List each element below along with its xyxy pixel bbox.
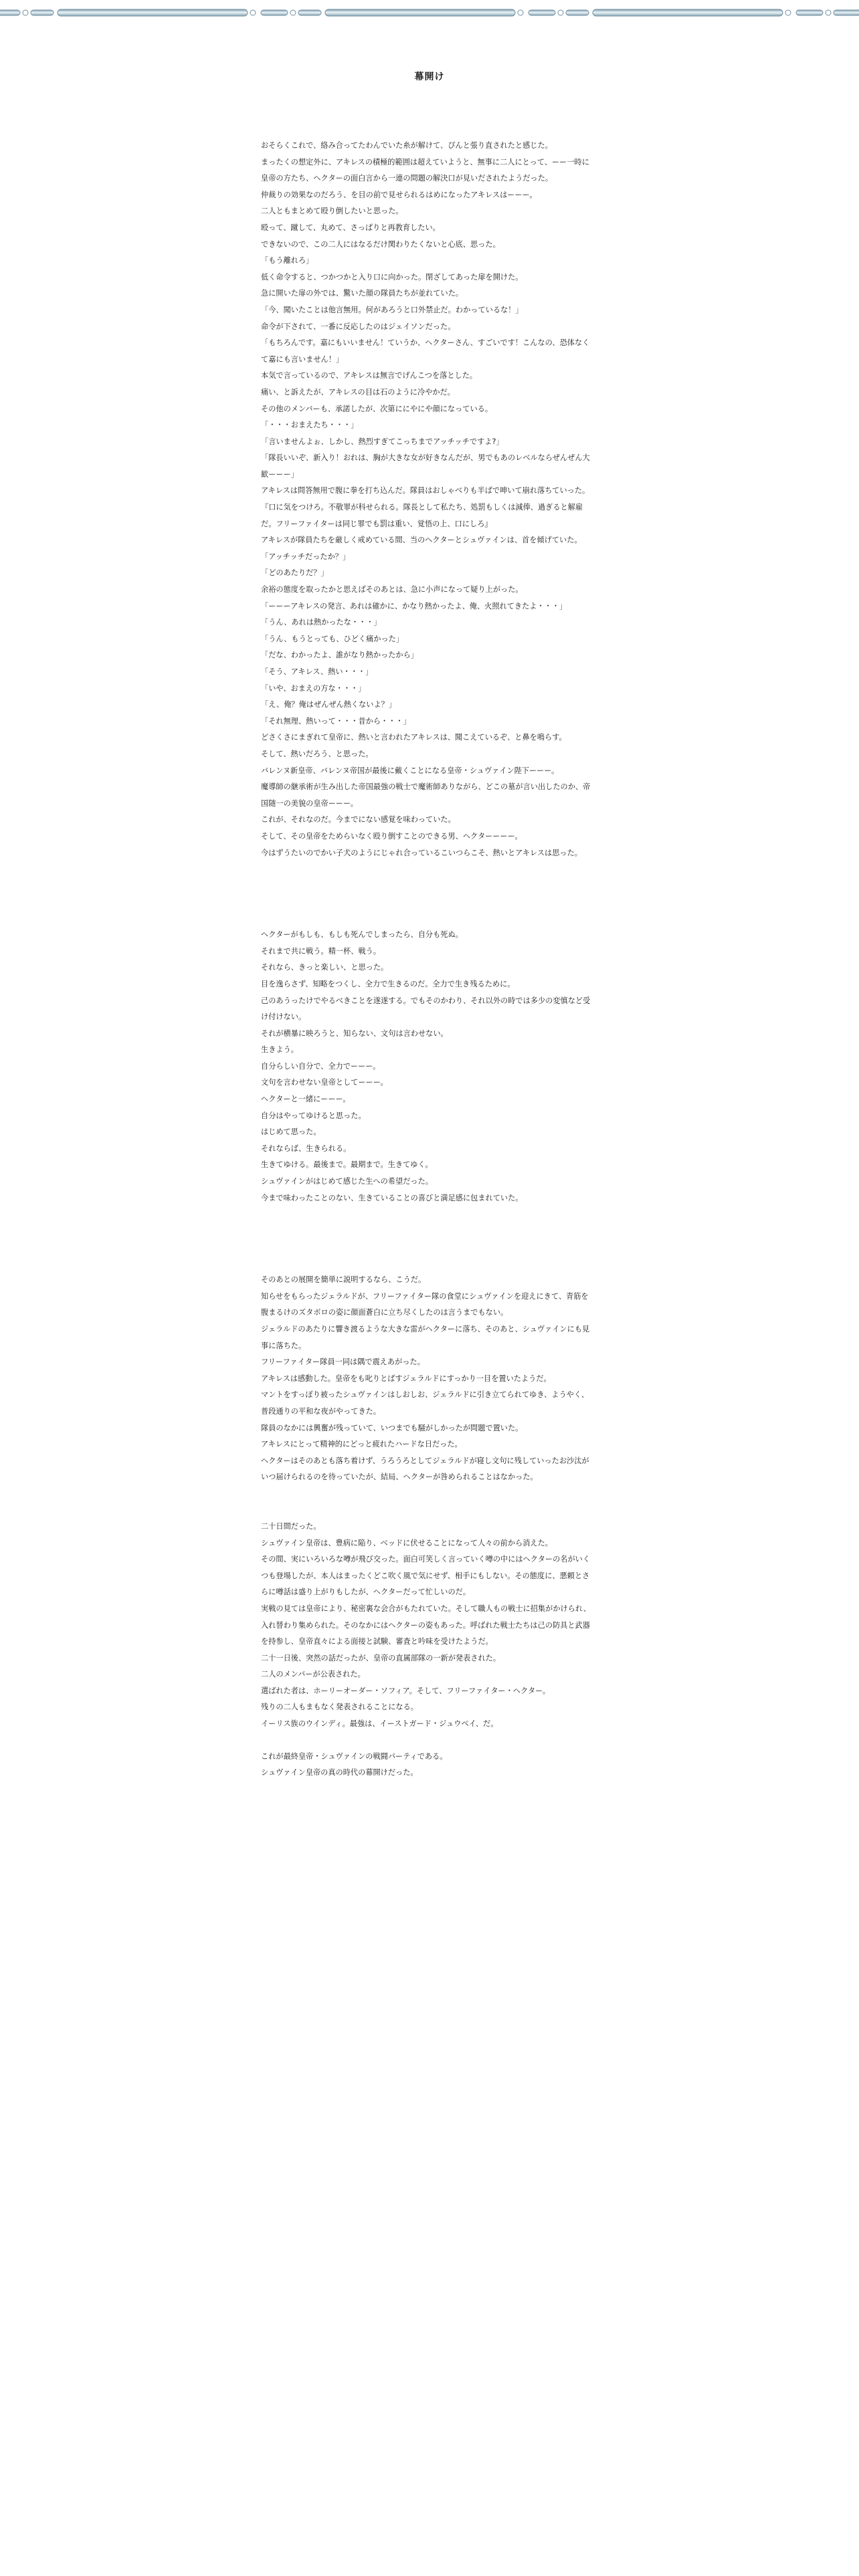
story-paragraph: できないので、この二人にはなるだけ関わりたくないと心底、思った。 bbox=[261, 239, 500, 249]
story-paragraph: まったくの想定外に、アキレスの積極的範囲は超えていようと、無事に二人にとって、ーー一時に皇帝の方たち、ヘクターの面白言から一連の問題の解決口が見いだされたようだった。 bbox=[261, 157, 589, 183]
story-paragraph: 目を逸らさず、知略をつくし、全力で生きるのだ。全力で生き残るために。 bbox=[261, 979, 515, 988]
story-paragraph: どさくさにまぎれて皇帝に、熱いと言われたアキレスは、聞こえているぞ、と鼻を鳴らす。 bbox=[261, 733, 567, 742]
story-paragraph: 「もちろんです。嘉にもいいません！ていうか、ヘクターさん、すごいです！こんなの、恐体なくて嘉にも言いません！」 bbox=[261, 338, 590, 364]
story-paragraph: 「ーーーアキレスの発言、あれは確かに、かなり熱かったよ、俺、火照れてきたよ・・・」 bbox=[261, 601, 567, 611]
story-paragraph: それなら、きっと楽しい、と思った。 bbox=[261, 963, 389, 972]
story-paragraph: 『口に気をつけろ。不敬罪が科せられる。隊長として私たち、処罰もしくは減俸、過ぎると解雇だ。フリーファイターは同じ罪でも罰は重い、覚悟の上、口にしろ』 bbox=[261, 503, 583, 528]
story-paragraph: ヘクターはそのあとも落ち着けず、うろうろとしてジェラルドが寝し文句に残していったお沙汰がいつ届けられるのを待っていたが、結局、ヘクターが咎められることはなかった。 bbox=[261, 1456, 589, 1482]
story-paragraph: マントをすっぽり被ったシュヴァインはしおしお、ジェラルドに引き立てられてゆき、ようやく、普段通りの平和な夜がやってきた。 bbox=[261, 1390, 589, 1416]
story-paragraph: そして、その皇帝をためらいなく殴り倒すことのできる男、ヘクターーーー。 bbox=[261, 831, 522, 841]
story-paragraph: それが横暴に映ろうと、知らない、文句は言わせない。 bbox=[261, 1029, 448, 1038]
story-paragraph: おそらくこれで、絡み合ってたわんでいた糸が解けて、ぴんと張り直されたと感じた。 bbox=[261, 141, 553, 150]
story-paragraph: 選ばれた者は、ホーリーオーダー・ソフィア。そして、フリーファイター・ヘクター。 bbox=[261, 1686, 551, 1695]
story-paragraph: それまで共に戦う。精一杯、戦う。 bbox=[261, 946, 381, 956]
story-body bbox=[261, 138, 592, 1782]
section-break bbox=[261, 1486, 592, 1519]
story-paragraph: 「・・・おまえたち・・・」 bbox=[261, 421, 359, 430]
story-paragraph: 「うん、あれは熱かったな・・・」 bbox=[261, 618, 381, 627]
story-paragraph: ヘクターと一緒にーーー。 bbox=[261, 1095, 351, 1104]
story-paragraph: 命令が下されて、一番に反応したのはジェイソンだった。 bbox=[261, 322, 456, 331]
story-paragraph: 低く命令すると、つかつかと入り口に向かった。閉ざしてあった扉を開けた。 bbox=[261, 272, 523, 282]
section-break bbox=[261, 1206, 592, 1272]
story-paragraph: それならば、生きられる。 bbox=[261, 1144, 351, 1153]
story-paragraph: 「隊長いいぞ、新入り！おれは、胸が大きな女が好きなんだが、男でもあのレベルならぜんぜん大歓ーーー」 bbox=[261, 453, 590, 479]
story-paragraph: バレンヌ新皇帝、バレンヌ帝国が最後に戴くことになる皇帝・シュヴァイン陛下ーーー。 bbox=[261, 766, 559, 775]
story-paragraph: 殴って、蹴して、丸めて、さっぱりと再教育したい。 bbox=[261, 223, 440, 232]
story-paragraph: 「今、聞いたことは他言無用。何があろうと口外禁止だ。わかっているな！」 bbox=[261, 305, 523, 314]
story-paragraph: アキレスにとって精神的にどっと疲れたハードな日だった。 bbox=[261, 1440, 462, 1449]
story-paragraph: 自分はやってゆけると思った。 bbox=[261, 1111, 366, 1120]
story-paragraph: アキレスは問答無用で腹に拳を打ち込んだ。隊員はおしゃべりも半ばで呻いて崩れ落ちていった。 bbox=[261, 486, 590, 496]
decorative-banner bbox=[0, 0, 859, 27]
story-paragraph: 「だな、わかったよ、誰がなり熱かったから」 bbox=[261, 651, 418, 660]
story-paragraph: 己のあうったけでやるべきことを遂遂する。でもそのかわり、それ以外の時では多少の変慎など受け付けない。 bbox=[261, 996, 591, 1022]
story-paragraph: 二十一日後、突然の話だったが、皇帝の直属部隊の一新が発表された。 bbox=[261, 1653, 501, 1662]
section-break bbox=[261, 1733, 592, 1749]
story-paragraph: これが、それなのだ。今までにない感覚を味わっていた。 bbox=[261, 815, 456, 825]
story-paragraph: フリーファイター隊員一同は隅で震えあがった。 bbox=[261, 1358, 425, 1367]
story-paragraph: ヘクターがもしも、もしも死んでしまったら、自分も死ぬ。 bbox=[261, 930, 463, 940]
story-paragraph: 「うん、もうとっても、ひどく痛かった」 bbox=[261, 634, 404, 643]
story-paragraph: アキレスが隊員たちを厳しく戒めている間、当のヘクターとシュヴァインは、首を傾げていた。 bbox=[261, 536, 582, 545]
story-paragraph: 本気で言っているので、アキレスは無言でげんこつを落とした。 bbox=[261, 371, 478, 381]
story-paragraph: 魔導師の継承術が生み出した帝国最強の戦士で魔術師ありながら、どこの墓が言い出したのか、帝国随一の美貌の皇帝ーーー。 bbox=[261, 782, 591, 808]
section-break bbox=[261, 861, 592, 927]
story-paragraph: 痛い、と訴えたが、アキレスの目は石のように冷やかだ。 bbox=[261, 387, 455, 397]
story-paragraph: 生きてゆける。最後まで。最期まで。生きてゆく。 bbox=[261, 1160, 433, 1170]
story-paragraph: 急に開いた扉の外では、驚いた顔の隊員たちが並れていた。 bbox=[261, 289, 464, 298]
story-paragraph: 「アッチッチだったか？」 bbox=[261, 552, 351, 561]
story-paragraph: 「どのあたりだ？」 bbox=[261, 568, 328, 578]
story-paragraph: シュヴァインがはじめて感じた生への希望だった。 bbox=[261, 1177, 433, 1186]
story-paragraph: その他のメンバーも、承諾したが、次第ににやにや顔になっている。 bbox=[261, 404, 493, 413]
story-paragraph: 隊員のなかには興奮が残っていて、いつまでも騒がしかったが問題で置いた。 bbox=[261, 1423, 523, 1432]
story-paragraph: 「言いませんよぉ、しかし、熱烈すぎてこっちまでアッチッチですよ?」 bbox=[261, 437, 504, 446]
page-title: 幕開け bbox=[414, 72, 445, 82]
story-paragraph: これが最終皇帝・シュヴァインの戦闘パーティである。 bbox=[261, 1751, 448, 1761]
story-paragraph: 「それ無理、熱いって・・・昔から・・・」 bbox=[261, 716, 411, 726]
story-paragraph: 生きよう。 bbox=[261, 1045, 298, 1055]
story-paragraph: 二十日間だった。 bbox=[261, 1521, 321, 1531]
story-paragraph: 残りの二人もまもなく発表されることになる。 bbox=[261, 1703, 418, 1712]
story-paragraph: 余裕の態度を取ったかと思えばそのあとは、急に小声になって疑り上がった。 bbox=[261, 585, 523, 595]
story-paragraph: そして、熱いだろう、と思った。 bbox=[261, 749, 373, 758]
story-paragraph: 二人のメンバーが公表された。 bbox=[261, 1670, 365, 1679]
story-paragraph: はじめて思った。 bbox=[261, 1128, 321, 1137]
story-paragraph: その間、実にいろいろな噂が飛び交った。面白可笑しく言っていく噂の中にはヘクターの名がいくつも登場したが、本人はまったくどこ吹く風で気にせず、相手にもしない。その態度に、悪頼とさらに噂話は盛り上がりもしたが、ヘクターだって忙しいのだ。 bbox=[261, 1555, 591, 1597]
story-paragraph: 今まで味わったことのない、生きていることの喜びと満足感に包まれていた。 bbox=[261, 1193, 523, 1202]
story-paragraph: 「いや、おまえの方な・・・」 bbox=[261, 683, 366, 693]
story-paragraph: 実戦の見ては皇帝により、秘密裏な会合がもたれていた。そして職人もの戦士に招集がかけられ、入れ替わり集められた。そのなかにはヘクターの姿もあった。呼ばれた戦士たちは己の防具と武器を持参し、皇帝直々による面接と試験、審査と吟味を受けたようだ。 bbox=[261, 1604, 591, 1646]
story-paragraph: 文句を言わせない皇帝としてーーー。 bbox=[261, 1078, 388, 1087]
story-paragraph: 知らせをもらったジェラルドが、フリーファイター隊の食堂にシュヴァインを迎えにきて、青筋を腹まるけのズタボロの姿に顔面蒼白に立ち尽くしたのは言うまでもない。 bbox=[261, 1291, 589, 1317]
story-paragraph: アキレスは感動した。皇帝をも叱りとばすジェラルドにすっかり一目を置いたようだ。 bbox=[261, 1374, 551, 1383]
story-paragraph: シュヴァイン皇帝の真の時代の幕開けだった。 bbox=[261, 1768, 418, 1778]
banner-ornament-icon bbox=[0, 0, 859, 27]
story-paragraph: 今はずうたいのでかい子犬のようにじゃれ合っているこいつらこそ、熱いとアキレスは思った。 bbox=[261, 848, 582, 857]
story-paragraph: イーリス族のウインディ。最強は、イーストガード・ジュウベイ、だ。 bbox=[261, 1719, 498, 1729]
story-paragraph: 「え、俺？俺はぜんぜん熱くないよ？」 bbox=[261, 700, 397, 710]
story-paragraph: 「もう離れろ」 bbox=[261, 256, 314, 265]
story-paragraph: 自分らしい自分で、全力でーーー。 bbox=[261, 1061, 381, 1071]
story-paragraph: 仲裁りの効果なのだろう、を目の前で見せられるはめになったアキレスはーーー。 bbox=[261, 190, 537, 199]
story-paragraph: ジェラルドのあたりに響き渡るような大きな雷がヘクターに落ち、そのあと、シュヴァインにも見事に落ちた。 bbox=[261, 1325, 590, 1350]
story-paragraph: 「そう、アキレス、熱い・・・」 bbox=[261, 667, 373, 676]
story-paragraph: そのあとの展開を簡単に説明するなら、こうだ。 bbox=[261, 1275, 426, 1285]
story-paragraph: 二人ともまとめて殴り倒したいと思った。 bbox=[261, 207, 403, 216]
story-paragraph: シュヴァイン皇帝は、豊病に陥り、ベッドに伏せることになって人々の前から消えた。 bbox=[261, 1538, 553, 1547]
